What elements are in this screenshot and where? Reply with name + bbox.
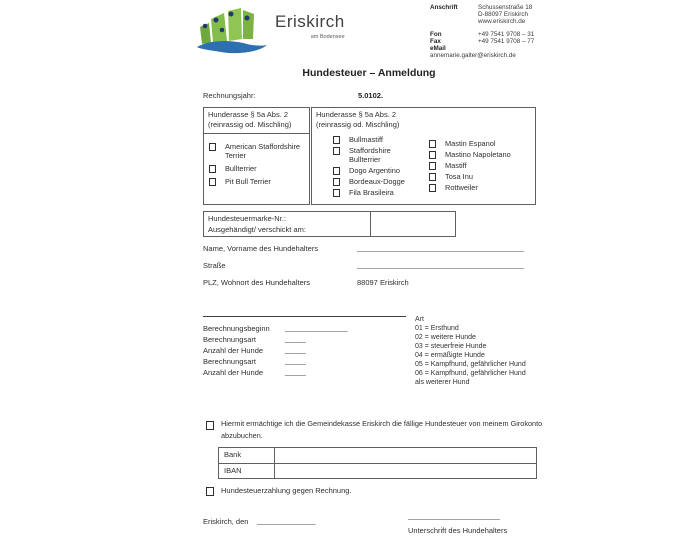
iban-row xyxy=(219,463,536,478)
breed-checkbox-item[interactable]: Bordeaux-Dogge xyxy=(333,177,417,186)
calc-label: Berechnungsart xyxy=(203,335,256,344)
checkbox-icon[interactable] xyxy=(209,143,216,151)
calc-input-line[interactable]: _____ xyxy=(285,356,306,365)
iban-input-cell[interactable] xyxy=(275,464,536,478)
bank-table xyxy=(218,447,537,479)
rechnungsjahr-label: Rechnungsjahr: xyxy=(203,91,256,100)
art-legend: Art 01 = Ersthund 02 = weitere Hunde 03 = steuerfreie Hunde 04 = ermäßigte Hunde 05 = Kampfhund, gefährlicher Hund 06 = Kampfhund, gefährlicher Hund als weiterer Hund xyxy=(415,316,526,386)
debit-consent-checkbox[interactable] xyxy=(206,421,214,430)
date-input-line[interactable]: ______________ xyxy=(257,516,316,525)
checkbox-icon[interactable] xyxy=(429,173,436,181)
breed-checkbox-item[interactable]: Dogo Argentino xyxy=(333,166,417,175)
bank-row xyxy=(219,448,536,463)
name-label: Name, Vorname des Hundehalters xyxy=(203,244,319,253)
debit-consent-text: Hiermit ermächtige ich die Gemeindekasse Eriskirch die fällige Hundesteuer von meinem Girokonto abzubuchen. xyxy=(221,419,543,440)
checkbox-icon[interactable] xyxy=(333,147,340,155)
calc-label: Anzahl der Hunde xyxy=(203,368,264,377)
calc-label: Anzahl der Hunde xyxy=(203,346,264,355)
breed-checkbox-item[interactable]: Mastino Napoletano xyxy=(429,150,511,159)
breed-checkbox-item[interactable]: Pit Bull Terrier xyxy=(209,177,305,186)
breed-checkbox-item[interactable]: American Staffordshire Terrier xyxy=(209,142,305,160)
anschrift-label: Anschrift xyxy=(430,4,458,11)
bank-input-cell[interactable] xyxy=(275,448,536,463)
logo-tagline: am Bodensee xyxy=(310,34,345,40)
checkbox-icon[interactable] xyxy=(333,167,340,175)
checkbox-icon[interactable] xyxy=(333,189,340,197)
checkbox-icon[interactable] xyxy=(209,178,216,186)
breed-box-left-header: Hunderasse § 5a Abs. 2 (reinrassig od. Mischling) xyxy=(204,108,309,134)
breed-checkbox-item[interactable]: Mastin Espanol xyxy=(429,139,511,148)
checkbox-icon[interactable] xyxy=(429,151,436,159)
logo-text xyxy=(275,13,345,40)
address-line-2: D-88097 Eriskirch xyxy=(478,11,529,18)
signature-input-line[interactable]: ______________________ xyxy=(408,511,500,520)
logo-name: Eriskirch xyxy=(275,12,345,31)
invoice-option-text: Hundesteuerzahlung gegen Rechnung. xyxy=(221,486,352,495)
address-line-1: Schussenstraße 18 xyxy=(478,4,533,11)
fax-value: +49 7541 9708 – 77 xyxy=(478,38,535,45)
name-input-line[interactable]: ________________________________________ xyxy=(357,243,524,252)
eriskirch-logo xyxy=(197,5,345,60)
art-legend-title: Art xyxy=(415,316,424,323)
calc-input-line[interactable]: _____ xyxy=(285,334,306,343)
email-value[interactable]: annemarie.galter@eriskirch.de xyxy=(430,52,516,59)
breed-box-right xyxy=(311,107,536,205)
page-title: Hundesteuer – Anmeldung xyxy=(302,67,436,79)
fon-label: Fon xyxy=(430,31,442,38)
breed-checkbox-item[interactable]: Mastiff xyxy=(429,161,511,170)
checkbox-icon[interactable] xyxy=(333,136,340,144)
checkbox-icon[interactable] xyxy=(429,162,436,170)
hundesteuermarke-input-cell[interactable] xyxy=(371,212,455,236)
breed-checkbox-item[interactable]: Rottweiler xyxy=(429,183,511,192)
checkbox-icon[interactable] xyxy=(429,140,436,148)
checkbox-icon[interactable] xyxy=(333,178,340,186)
checkbox-icon[interactable] xyxy=(429,184,436,192)
breed-checkbox-item[interactable]: Staffordshire Bullterrier xyxy=(333,146,417,164)
iban-label: IBAN xyxy=(219,464,275,478)
calc-input-line[interactable]: _______________ xyxy=(285,323,348,332)
breed-checkbox-item[interactable]: Bullterrier xyxy=(209,164,305,173)
breed-checkbox-item[interactable]: Fila Brasileira xyxy=(333,188,417,197)
contact-block xyxy=(430,4,565,59)
plz-label: PLZ, Wohnort des Hundehalters xyxy=(203,278,311,287)
strasse-label: Straße xyxy=(203,261,226,270)
hundesteuermarke-labels: Hundesteuermarke-Nr.: Ausgehändigt/ verschickt am: xyxy=(204,212,371,236)
fax-label: Fax xyxy=(430,38,441,45)
website-link[interactable]: www.eriskirch.de xyxy=(478,18,526,25)
strasse-input-line[interactable]: ________________________________________ xyxy=(357,260,524,269)
calc-label: Berechnungsart xyxy=(203,357,256,366)
calc-input-line[interactable]: _____ xyxy=(285,345,306,354)
rechnungsjahr-value: 5.0102. xyxy=(358,91,384,100)
plz-value: 88097 Eriskirch xyxy=(357,278,409,287)
invoice-option-checkbox[interactable] xyxy=(206,487,214,496)
email-label: eMail xyxy=(430,45,446,52)
hundesteuermarke-box xyxy=(203,211,456,237)
fon-value: +49 7541 9708 – 31 xyxy=(478,31,535,38)
signature-label: Unterschrift des Hundehalters xyxy=(408,526,508,535)
section-divider xyxy=(203,316,406,317)
checkbox-icon[interactable] xyxy=(209,165,216,173)
breed-checkbox-item[interactable]: Tosa Inu xyxy=(429,172,511,181)
breed-box-right-header: Hunderasse § 5a Abs. 2 (reinrassig od. Mischling) xyxy=(316,110,400,129)
breed-checkbox-item[interactable]: Bullmastiff xyxy=(333,135,417,144)
logo-graphic-icon xyxy=(197,5,269,60)
calc-input-line[interactable]: _____ xyxy=(285,367,306,376)
calc-label: Berechnungsbeginn xyxy=(203,324,270,333)
place-date-label: Eriskirch, den xyxy=(203,517,249,526)
bank-label: Bank xyxy=(219,448,275,463)
breed-box-left xyxy=(203,107,310,205)
